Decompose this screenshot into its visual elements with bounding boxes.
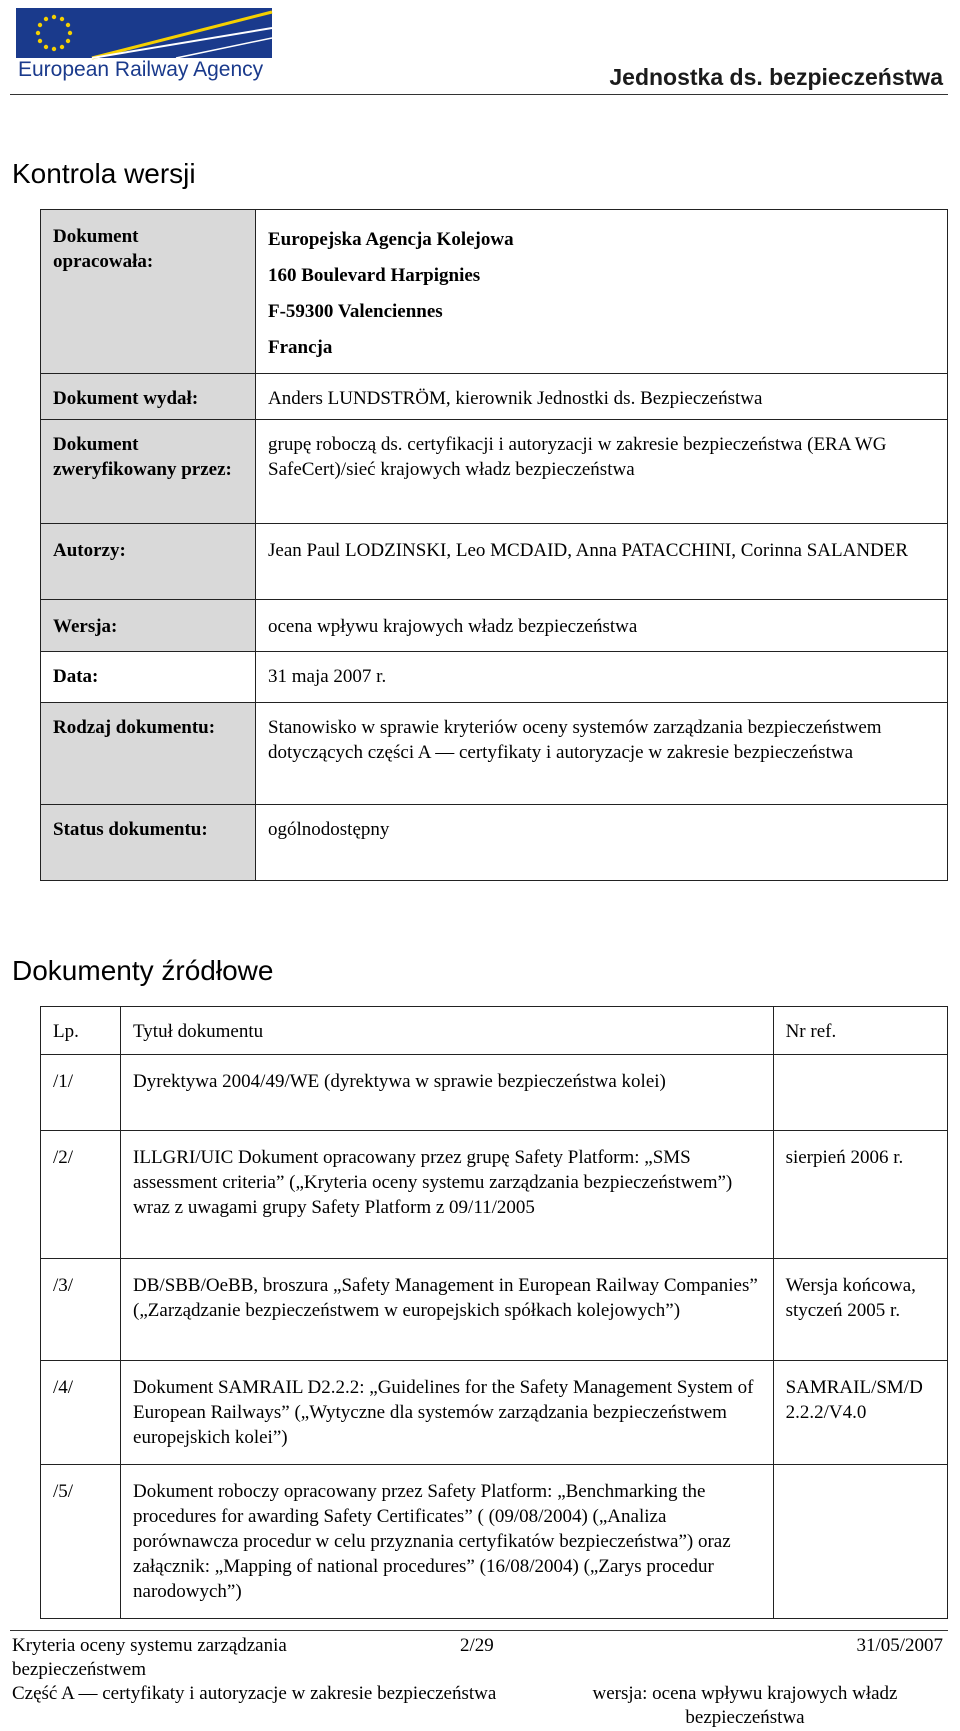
table-row <box>41 1055 948 1131</box>
version-control-table <box>40 209 948 881</box>
footer-divider <box>10 1630 948 1631</box>
date-label: Data: <box>41 652 256 703</box>
prepared-by-value <box>256 210 948 374</box>
doc-type-value: Stanowisko w sprawie kryteriów oceny systemów zarządzania bezpieczeństwem dotyczących części A — certyfikaty i autoryzacje w zakresie bezpieczeństwa <box>256 703 948 805</box>
source-documents-table <box>40 1006 948 1619</box>
verified-by-label: Dokument zweryfikowany przez: <box>41 420 256 524</box>
table-row <box>41 703 948 805</box>
issued-by-value: Anders LUNDSTRÖM, kierownik Jednostki ds. Bezpieczeństwa <box>256 374 948 420</box>
address-line: Europejska Agencja Kolejowa <box>268 229 514 250</box>
row-ref: Wersja końcowa, styczeń 2005 r. <box>773 1259 947 1361</box>
authors-value: Jean Paul LODZINSKI, Leo MCDAID, Anna PATACCHINI, Corinna SALANDER <box>256 524 948 600</box>
date-value: 31 maja 2007 r. <box>256 652 948 703</box>
doc-status-label: Status dokumentu: <box>41 805 256 881</box>
row-ref <box>773 1055 947 1131</box>
version-control-heading: Kontrola wersji <box>12 158 196 189</box>
agency-logo <box>16 8 274 84</box>
table-row <box>41 420 948 524</box>
issued-by-label: Dokument wydał: <box>41 374 256 420</box>
header-divider <box>10 94 948 95</box>
row-title: ILLGRI/UIC Dokument opracowany przez grupę Safety Platform: „SMS assessment criteria” („Kryteria oceny systemu zarządzania bezpieczeństwem”) wraz z uwagami grupy Safety Platform z 09/11/2005 <box>121 1131 774 1259</box>
prepared-by-label: Dokument opracowała: <box>41 210 256 374</box>
address-line: Francja <box>268 337 333 358</box>
address-line: F-59300 Valenciennes <box>268 301 443 322</box>
row-lp: /4/ <box>41 1361 121 1465</box>
table-row <box>41 524 948 600</box>
footer-version: wersja: ocena wpływu krajowych władz bezpieczeństwa <box>592 1683 898 1728</box>
row-lp: /1/ <box>41 1055 121 1131</box>
doc-status-value: ogólnodostępny <box>256 805 948 881</box>
row-ref: sierpień 2006 r. <box>773 1131 947 1259</box>
doc-type-label: Rodzaj dokumentu: <box>41 703 256 805</box>
table-row <box>41 210 948 374</box>
verified-by-value: grupę roboczą ds. certyfikacji i autoryzacji w zakresie bezpieczeństwa (ERA WG SafeCert)/sieć krajowych władz bezpieczeństwa <box>256 420 948 524</box>
version-label: Wersja: <box>41 600 256 652</box>
row-ref <box>773 1465 947 1619</box>
address-line: 160 Boulevard Harpignies <box>268 265 481 286</box>
table-row <box>41 600 948 652</box>
table-row <box>41 652 948 703</box>
column-header-title: Tytuł dokumentu <box>121 1007 774 1055</box>
row-title: Dokument SAMRAIL D2.2.2: „Guidelines for the Safety Management System of European Railways” („Wytyczne dla systemów zarządzania bezpieczeństwem europejskich kolei”) <box>121 1361 774 1465</box>
row-ref: SAMRAIL/SM/D 2.2.2/V4.0 <box>773 1361 947 1465</box>
table-row <box>41 374 948 420</box>
row-title: DB/SBB/OeBB, broszura „Safety Management in European Railway Companies” („Zarządzanie bezpieczeństwem w europejskich spółkach kolejowych”) <box>121 1259 774 1361</box>
footer-page-number: 2/29 <box>460 1635 494 1656</box>
footer-part: Część A — certyfikaty i autoryzacje w zakresie bezpieczeństwa <box>12 1683 497 1704</box>
row-lp: /3/ <box>41 1259 121 1361</box>
table-header-row <box>41 1007 948 1055</box>
column-header-ref: Nr ref. <box>773 1007 947 1055</box>
row-title: Dokument roboczy opracowany przez Safety Platform: „Benchmarking the procedures for awarding Safety Certificates” ( (09/08/2004) („Analiza porównawcza procedur w celu przyznania certyfikatów bezpieczeństwa”) oraz załącznik: „Mapping of national procedures” (16/08/2004) („Zarys procedur narodowych”) <box>121 1465 774 1619</box>
table-row <box>41 805 948 881</box>
source-documents-heading: Dokumenty źródłowe <box>12 955 274 986</box>
agency-name: European Railway Agency <box>18 58 264 81</box>
unit-title: Jednostka ds. bezpieczeństwa <box>609 64 943 90</box>
table-row <box>41 1361 948 1465</box>
table-row <box>41 1259 948 1361</box>
version-value: ocena wpływu krajowych władz bezpieczeństwa <box>256 600 948 652</box>
footer-date: 31/05/2007 <box>856 1635 943 1656</box>
table-row <box>41 1131 948 1259</box>
row-title: Dyrektywa 2004/49/WE (dyrektywa w sprawie bezpieczeństwa kolei) <box>121 1055 774 1131</box>
authors-label: Autorzy: <box>41 524 256 600</box>
row-lp: /2/ <box>41 1131 121 1259</box>
table-row <box>41 1465 948 1619</box>
footer-doc-title: Kryteria oceny systemu zarządzania bezpieczeństwem <box>12 1635 287 1680</box>
column-header-lp: Lp. <box>41 1007 121 1055</box>
row-lp: /5/ <box>41 1465 121 1619</box>
